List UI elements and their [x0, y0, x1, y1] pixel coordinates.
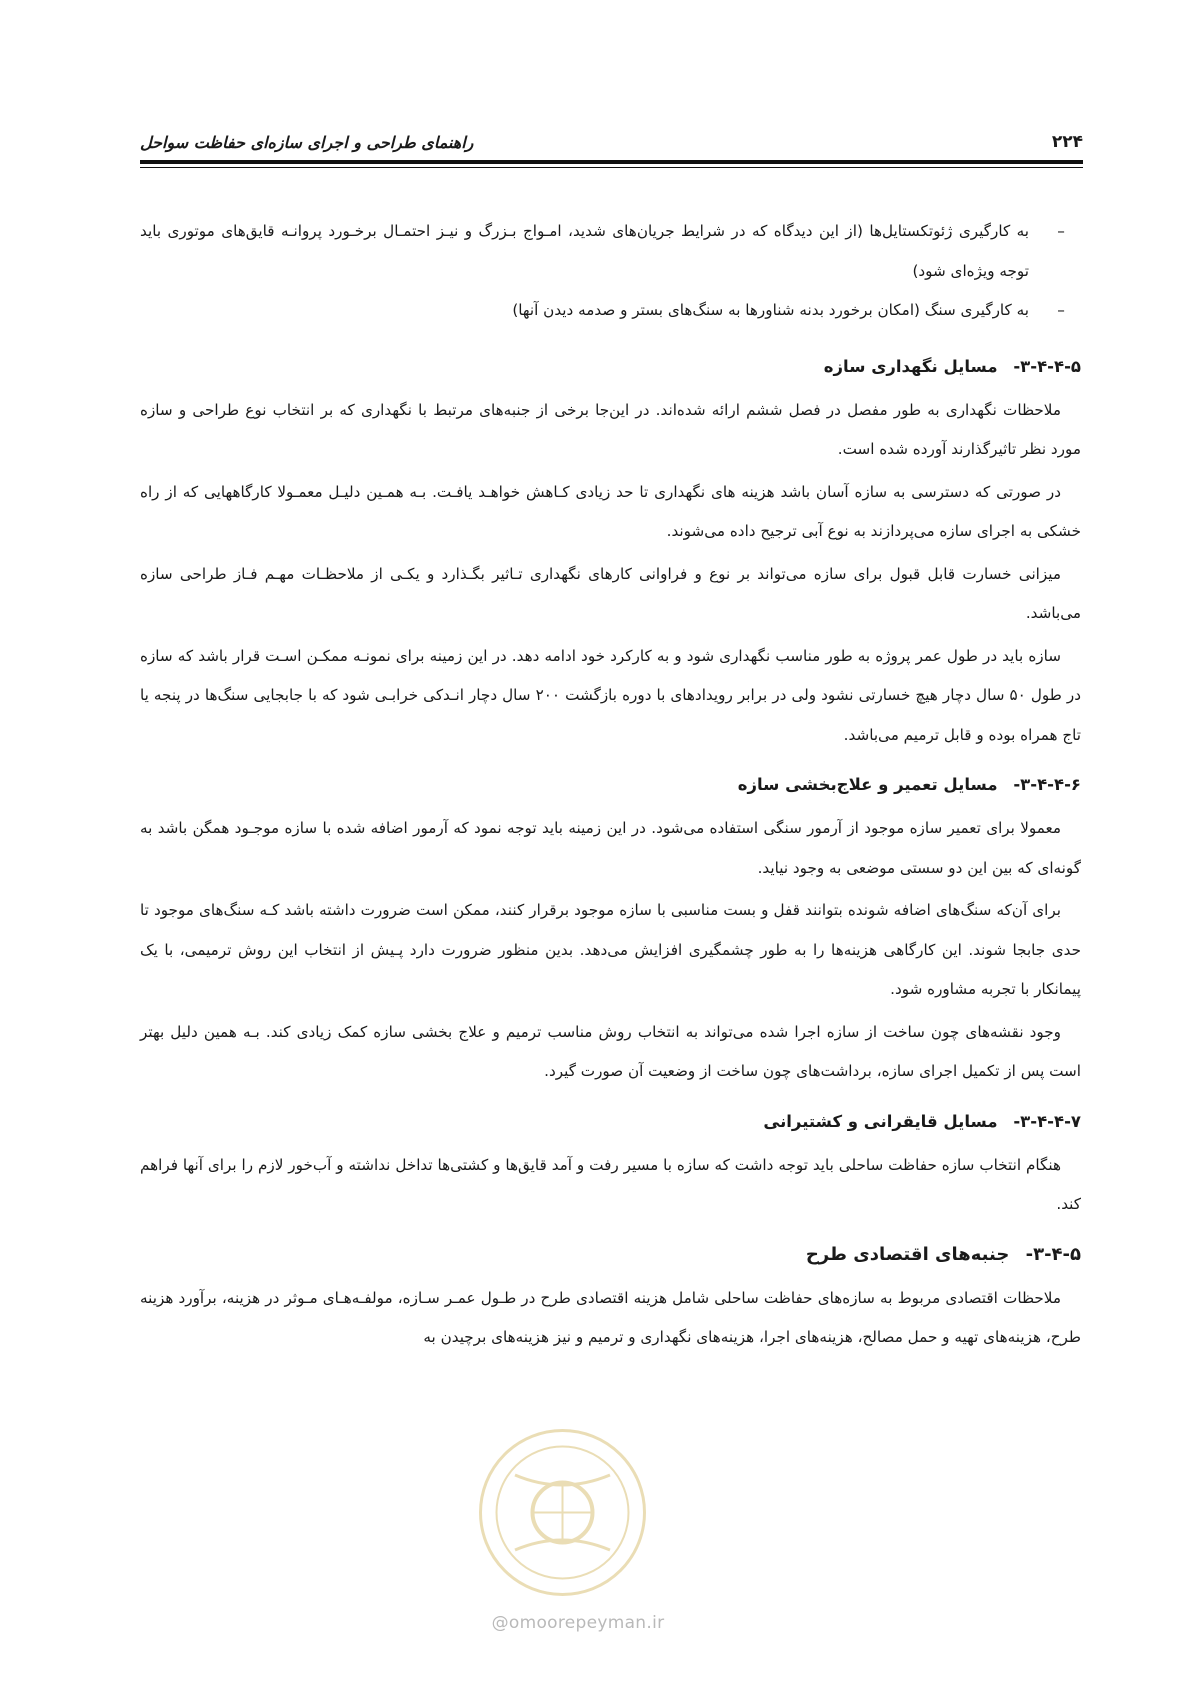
bullet-list: [140, 212, 1081, 331]
paragraph: هنگام انتخاب سازه حفاظت ساحلی باید توجه داشت که سازه با مسیر رفت و آمد قایق‌ها و کشتی‌ها تداخل نداشته و آب‌خور لازم را برای آنها فراهم کند.: [140, 1155, 1081, 1213]
header-rule-thick: [140, 160, 1083, 164]
page-body: [140, 212, 1081, 1361]
section-number: ۳-۴-۴-۶-: [1013, 775, 1081, 794]
paragraph: میزانی خسارت قابل قبول برای سازه می‌تواند بر نوع و فراوانی کارهای نگهداری تـاثیر بگـذارد و یکـی از ملاحظـات مهـم فـاز طراحی سازه می‌باشد.: [140, 564, 1081, 622]
section-title: جنبه‌های اقتصادی طرح: [805, 1243, 1010, 1265]
section-title: مسایل تعمیر و علاج‌بخشی سازه: [737, 775, 998, 794]
bullet-text: به کارگیری ژئوتکستایل‌ها (از این دیدگاه که در شرایط جریان‌های شدید، امـواج بـزرگ و نیـز احتمـال برخـورد پروانـه قایق‌های موتوری باید توجه ویژه‌ای شود): [140, 222, 1029, 280]
watermark-seal-icon: [475, 1425, 650, 1600]
bullet-dash: –: [1057, 301, 1065, 319]
page-number: ۲۲۴: [1051, 132, 1083, 152]
paragraph: معمولا برای تعمیر سازه موجود از آرمور سنگی استفاده می‌شود. در این زمینه باید توجه نمود که آرمور اضافه شده با سازه موجـود همگن باشد به گونه‌ای که بین این دو سستی موضعی به وجود نیاید.: [140, 819, 1081, 877]
section-number: ۳-۴-۵-: [1025, 1243, 1081, 1265]
section-title: مسایل نگهداری سازه: [823, 356, 998, 376]
section-heading-boating: [140, 1104, 1081, 1140]
paragraph: وجود نقشه‌های چون ساخت از سازه اجرا شده می‌تواند به انتخاب روش مناسب ترمیم و علاج بخشی سازه کمک زیادی کند. بـه همین دلیل بهتر است پس از تکمیل اجرای سازه، برداشت‌های چون ساخت از وضعیت آن صورت گیرد.: [140, 1022, 1081, 1080]
section-heading-repair: [140, 767, 1081, 803]
bullet-text: به کارگیری سنگ (امکان برخورد بدنه شناورها به سنگ‌های بستر و صدمه دیدن آنها): [512, 301, 1029, 319]
bullet-item: [140, 291, 1081, 331]
section-heading-economic: [140, 1237, 1081, 1273]
watermark-url: @omoorepeyman.ir: [491, 1613, 665, 1633]
paragraph: ملاحظات اقتصادی مربوط به سازه‌های حفاظت ساحلی شامل هزینه اقتصادی طرح در طـول عمـر سـازه، مولفـه‌هـای مـوثر در هزینه، برآورد هزینه طرح، هزینه‌های تهیه و حمل مصالح، هزینه‌های اجرا، هزینه‌های نگهداری و ترمیم و نیز هزینه‌های برچیدن به: [140, 1288, 1081, 1346]
section-title: مسایل قایقرانی و کشتیرانی: [763, 1111, 998, 1131]
paragraph: ملاحظات نگهداری به طور مفصل در فصل ششم ارائه شده‌اند. در این‌جا برخی از جنبه‌های مرتبط با نگهداری که بر انتخاب نوع طراحی و سازه مورد نظر تاثیرگذارند آورده شده است.: [140, 400, 1081, 458]
paragraph: در صورتی که دسترسی به سازه آسان باشد هزینه های نگهداری تا حد زیادی کـاهش خواهـد یافـت. بـه همـین دلیـل معمـولا کارگاههایی که از راه خشکی به اجرای سازه می‌پردازند به نوع آبی ترجیح داده می‌شوند.: [140, 482, 1081, 540]
section-number: ۳-۴-۴-۵-: [1013, 356, 1081, 376]
bullet-dash: –: [1057, 222, 1065, 240]
paragraph: برای آن‌که سنگ‌های اضافه شونده بتوانند قفل و بست مناسبی با سازه موجود برقرار کنند، ممکن است ضرورت داشته باشد کـه سنگ‌های موجود تا حدی جابجا شوند. این کارگاهی هزینه‌ها را به طور چشمگیری افزایش می‌دهد. بدین منظور ضرورت دارد پـیش از انتخاب این روش ترمیمی، با یک پیمانکار با تجربه مشاوره شود.: [140, 901, 1081, 998]
paragraph: سازه باید در طول عمر پروژه به طور مناسب نگهداری شود و به کارکرد خود ادامه دهد. در این زمینه برای نمونـه ممکـن اسـت قرار باشد که سازه در طول ۵۰ سال دچار هیچ خسارتی نشود ولی در برابر رویدادهای با دوره بازگشت ۲۰۰ سال دچار انـدکی خرابـی شود که با جابجایی سنگ‌ها در پنجه یا تاج همراه بوده و قابل ترمیم می‌باشد.: [140, 646, 1081, 744]
bullet-item: [140, 212, 1081, 291]
section-heading-maintenance: [140, 349, 1081, 385]
page-header: [140, 128, 1083, 156]
section-number: ۳-۴-۴-۷-: [1013, 1111, 1081, 1131]
header-rule-thin: [140, 167, 1083, 168]
running-title: راهنمای طراحی و اجرای سازه‌ای حفاظت سواحل: [140, 132, 474, 152]
